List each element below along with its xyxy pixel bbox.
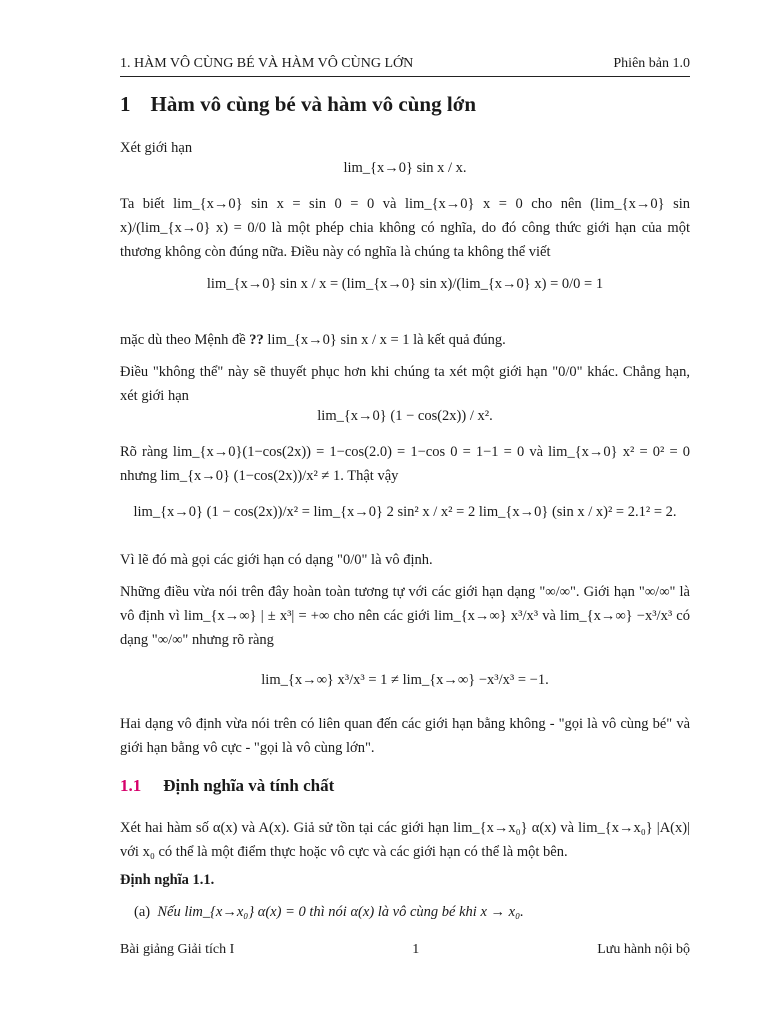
paragraph-3: [120, 328, 690, 352]
header-chapter: 1. HÀM VÔ CÙNG BÉ VÀ HÀM VÔ CÙNG LỚN: [120, 56, 414, 71]
section-heading: [120, 92, 476, 117]
paragraph-8: Hai dạng vô định vừa nói trên có liên quan đến các giới hạn bằng không - "gọi là vô cùng bé" và giới hạn bằng vô cực - "gọi là vô cùng lớn".: [120, 716, 690, 756]
paragraph-4: Điều "không thể" này sẽ thuyết phục hơn khi chúng ta xét một giới hạn "0/0" khác. Chẳng hạn, xét giới hạn: [120, 364, 690, 404]
paragraph-3-end: lim_{x→0} sin x / x = 1 là kết quả đúng.: [263, 332, 506, 348]
header-rule: [120, 76, 690, 77]
definition-label: Định nghĩa 1.1.: [120, 872, 215, 888]
subsection-number: 1.1: [120, 776, 142, 795]
item-a-text: Nếu lim_{x→x₀} α(x) = 0 thì nói α(x) là vô cùng bé khi x → x₀.: [157, 904, 524, 920]
equation-2: lim_{x→0} sin x / x = (lim_{x→0} sin x)/(lim_{x→0} x) = 0/0 = 1: [206, 276, 604, 292]
paragraph-6: Vì lẽ đó mà gọi các giới hạn có dạng "0/0" là vô định.: [120, 552, 433, 568]
paragraph-3-start: mặc dù theo Mệnh đề: [120, 332, 250, 348]
document-page: [120, 0, 690, 1024]
proposition-reference: ??: [249, 332, 264, 348]
paragraph-7: Những điều vừa nói trên đây hoàn toàn tương tự với các giới hạn dạng "∞/∞". Giới hạn "∞/∞" là vô định vì lim_{x→∞} | ± x³| = +∞ cho nên các giới lim_{x→∞} x³/x³ và lim_{x→∞} −x³/x³ có dạng "∞/∞" nhưng rõ ràng: [120, 584, 690, 648]
definition-item-a: [134, 904, 524, 921]
header-version: Phiên bản 1.0: [613, 56, 690, 71]
paragraph-9: Xét hai hàm số α(x) và A(x). Giả sử tồn tại các giới hạn lim_{x→x₀} α(x) và lim_{x→x₀} |A(x)| với x₀ có thể là một điểm thực hoặc vô cực và các giới hạn có thể là một bên.: [120, 820, 690, 860]
page-footer: [120, 942, 690, 958]
item-a-label: (a): [134, 904, 151, 920]
equation-4: lim_{x→0} (1 − cos(2x))/x² = lim_{x→0} 2 sin² x / x² = 2 lim_{x→0} (sin x / x)² = 2.1² = 2.: [133, 504, 677, 520]
footer-distribution: Lưu hành nội bộ: [597, 942, 690, 957]
page-number: 1: [412, 942, 420, 957]
section-number: 1: [120, 92, 131, 116]
equation-5: lim_{x→∞} x³/x³ = 1 ≠ lim_{x→∞} −x³/x³ = −1.: [261, 672, 549, 688]
paragraph-5: Rõ ràng lim_{x→0}(1−cos(2x)) = 1−cos(2.0) = 1−cos 0 = 1−1 = 0 và lim_{x→0} x² = 0² = 0 nhưng lim_{x→0} (1−cos(2x))/x² ≠ 1. Thật vậy: [120, 444, 690, 484]
section-title: Hàm vô cùng bé và hàm vô cùng lớn: [150, 92, 476, 116]
subsection-heading: [120, 776, 334, 796]
equation-1: lim_{x→0} sin x / x.: [343, 160, 467, 176]
paragraph-2: Ta biết lim_{x→0} sin x = sin 0 = 0 và lim_{x→0} x = 0 cho nên (lim_{x→0} sin x)/(lim_{x→0} x) = 0/0 là một phép chia không có nghĩa, do đó công thức giới hạn của một thương không còn đúng nữa. Điều này có nghĩa là chúng ta không thể viết: [120, 196, 690, 260]
running-header: [120, 56, 690, 72]
footer-course: Bài giảng Giải tích I: [120, 942, 235, 957]
equation-3: lim_{x→0} (1 − cos(2x)) / x².: [317, 408, 493, 424]
paragraph-intro: Xét giới hạn: [120, 140, 193, 156]
subsection-title: Định nghĩa và tính chất: [163, 776, 335, 795]
